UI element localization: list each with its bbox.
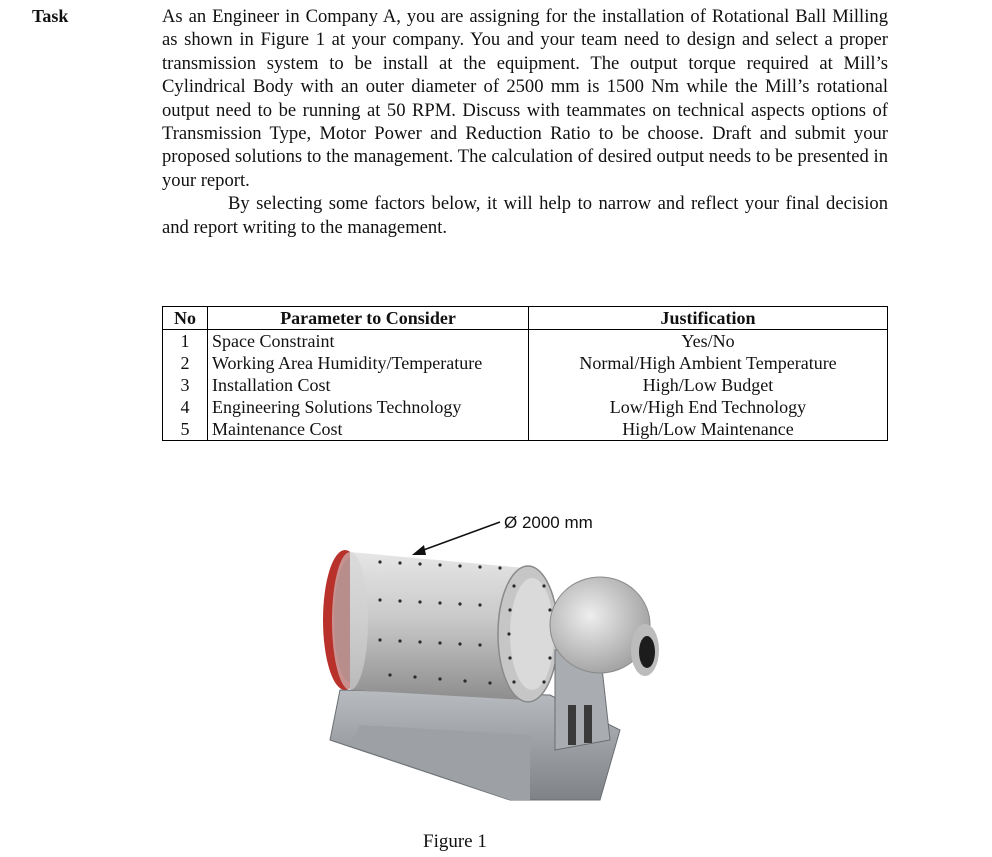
row-no: 4 bbox=[163, 396, 208, 418]
row-parameter: Installation Cost bbox=[208, 374, 529, 396]
row-parameter: Space Constraint bbox=[208, 330, 529, 353]
row-justification: High/Low Budget bbox=[529, 374, 888, 396]
row-parameter: Engineering Solutions Technology bbox=[208, 396, 529, 418]
table-row bbox=[163, 418, 888, 441]
task-description bbox=[162, 5, 888, 239]
row-no: 1 bbox=[163, 330, 208, 353]
table-row bbox=[163, 352, 888, 374]
row-justification: Yes/No bbox=[529, 330, 888, 353]
row-no: 3 bbox=[163, 374, 208, 396]
task-paragraph-1: As an Engineer in Company A, you are assigning for the installation of Rotational Ball Milling as shown in Figure 1 at your company. You and your team need to design and select a proper transmission system to be install at the equipment. The output torque required at Mill’s Cylindrical Body with an outer diameter of 2500 mm is 1500 Nm while the Mill’s rotational output need to be running at 50 RPM. Discuss with teammates on technical aspects options of Transmission Type, Motor Power and Reduction Ratio to be choose. Draft and submit your proposed solutions to the management. The calculation of desired output needs to be presented in your report. bbox=[162, 6, 888, 191]
header-no: No bbox=[163, 307, 208, 330]
row-parameter: Maintenance Cost bbox=[208, 418, 529, 441]
task-paragraph-2: By selecting some factors below, it will help to narrow and reflect your final decision and report writing to the management. bbox=[162, 193, 888, 238]
diameter-label: Ø 2000 mm bbox=[504, 513, 593, 532]
row-justification: Low/High End Technology bbox=[529, 396, 888, 418]
table-header-row bbox=[163, 307, 888, 330]
row-justification: Normal/High Ambient Temperature bbox=[529, 352, 888, 374]
table-row bbox=[163, 374, 888, 396]
task-label: Task bbox=[32, 6, 69, 26]
figure-caption: Figure 1 bbox=[423, 831, 487, 852]
header-parameter: Parameter to Consider bbox=[208, 307, 529, 330]
row-parameter: Working Area Humidity/Temperature bbox=[208, 352, 529, 374]
row-no: 5 bbox=[163, 418, 208, 441]
header-justification: Justification bbox=[529, 307, 888, 330]
row-no: 2 bbox=[163, 352, 208, 374]
table-row bbox=[163, 396, 888, 418]
table-row bbox=[163, 330, 888, 353]
row-justification: High/Low Maintenance bbox=[529, 418, 888, 441]
parameter-table bbox=[162, 306, 888, 441]
ball-mill-illustration bbox=[300, 500, 660, 820]
